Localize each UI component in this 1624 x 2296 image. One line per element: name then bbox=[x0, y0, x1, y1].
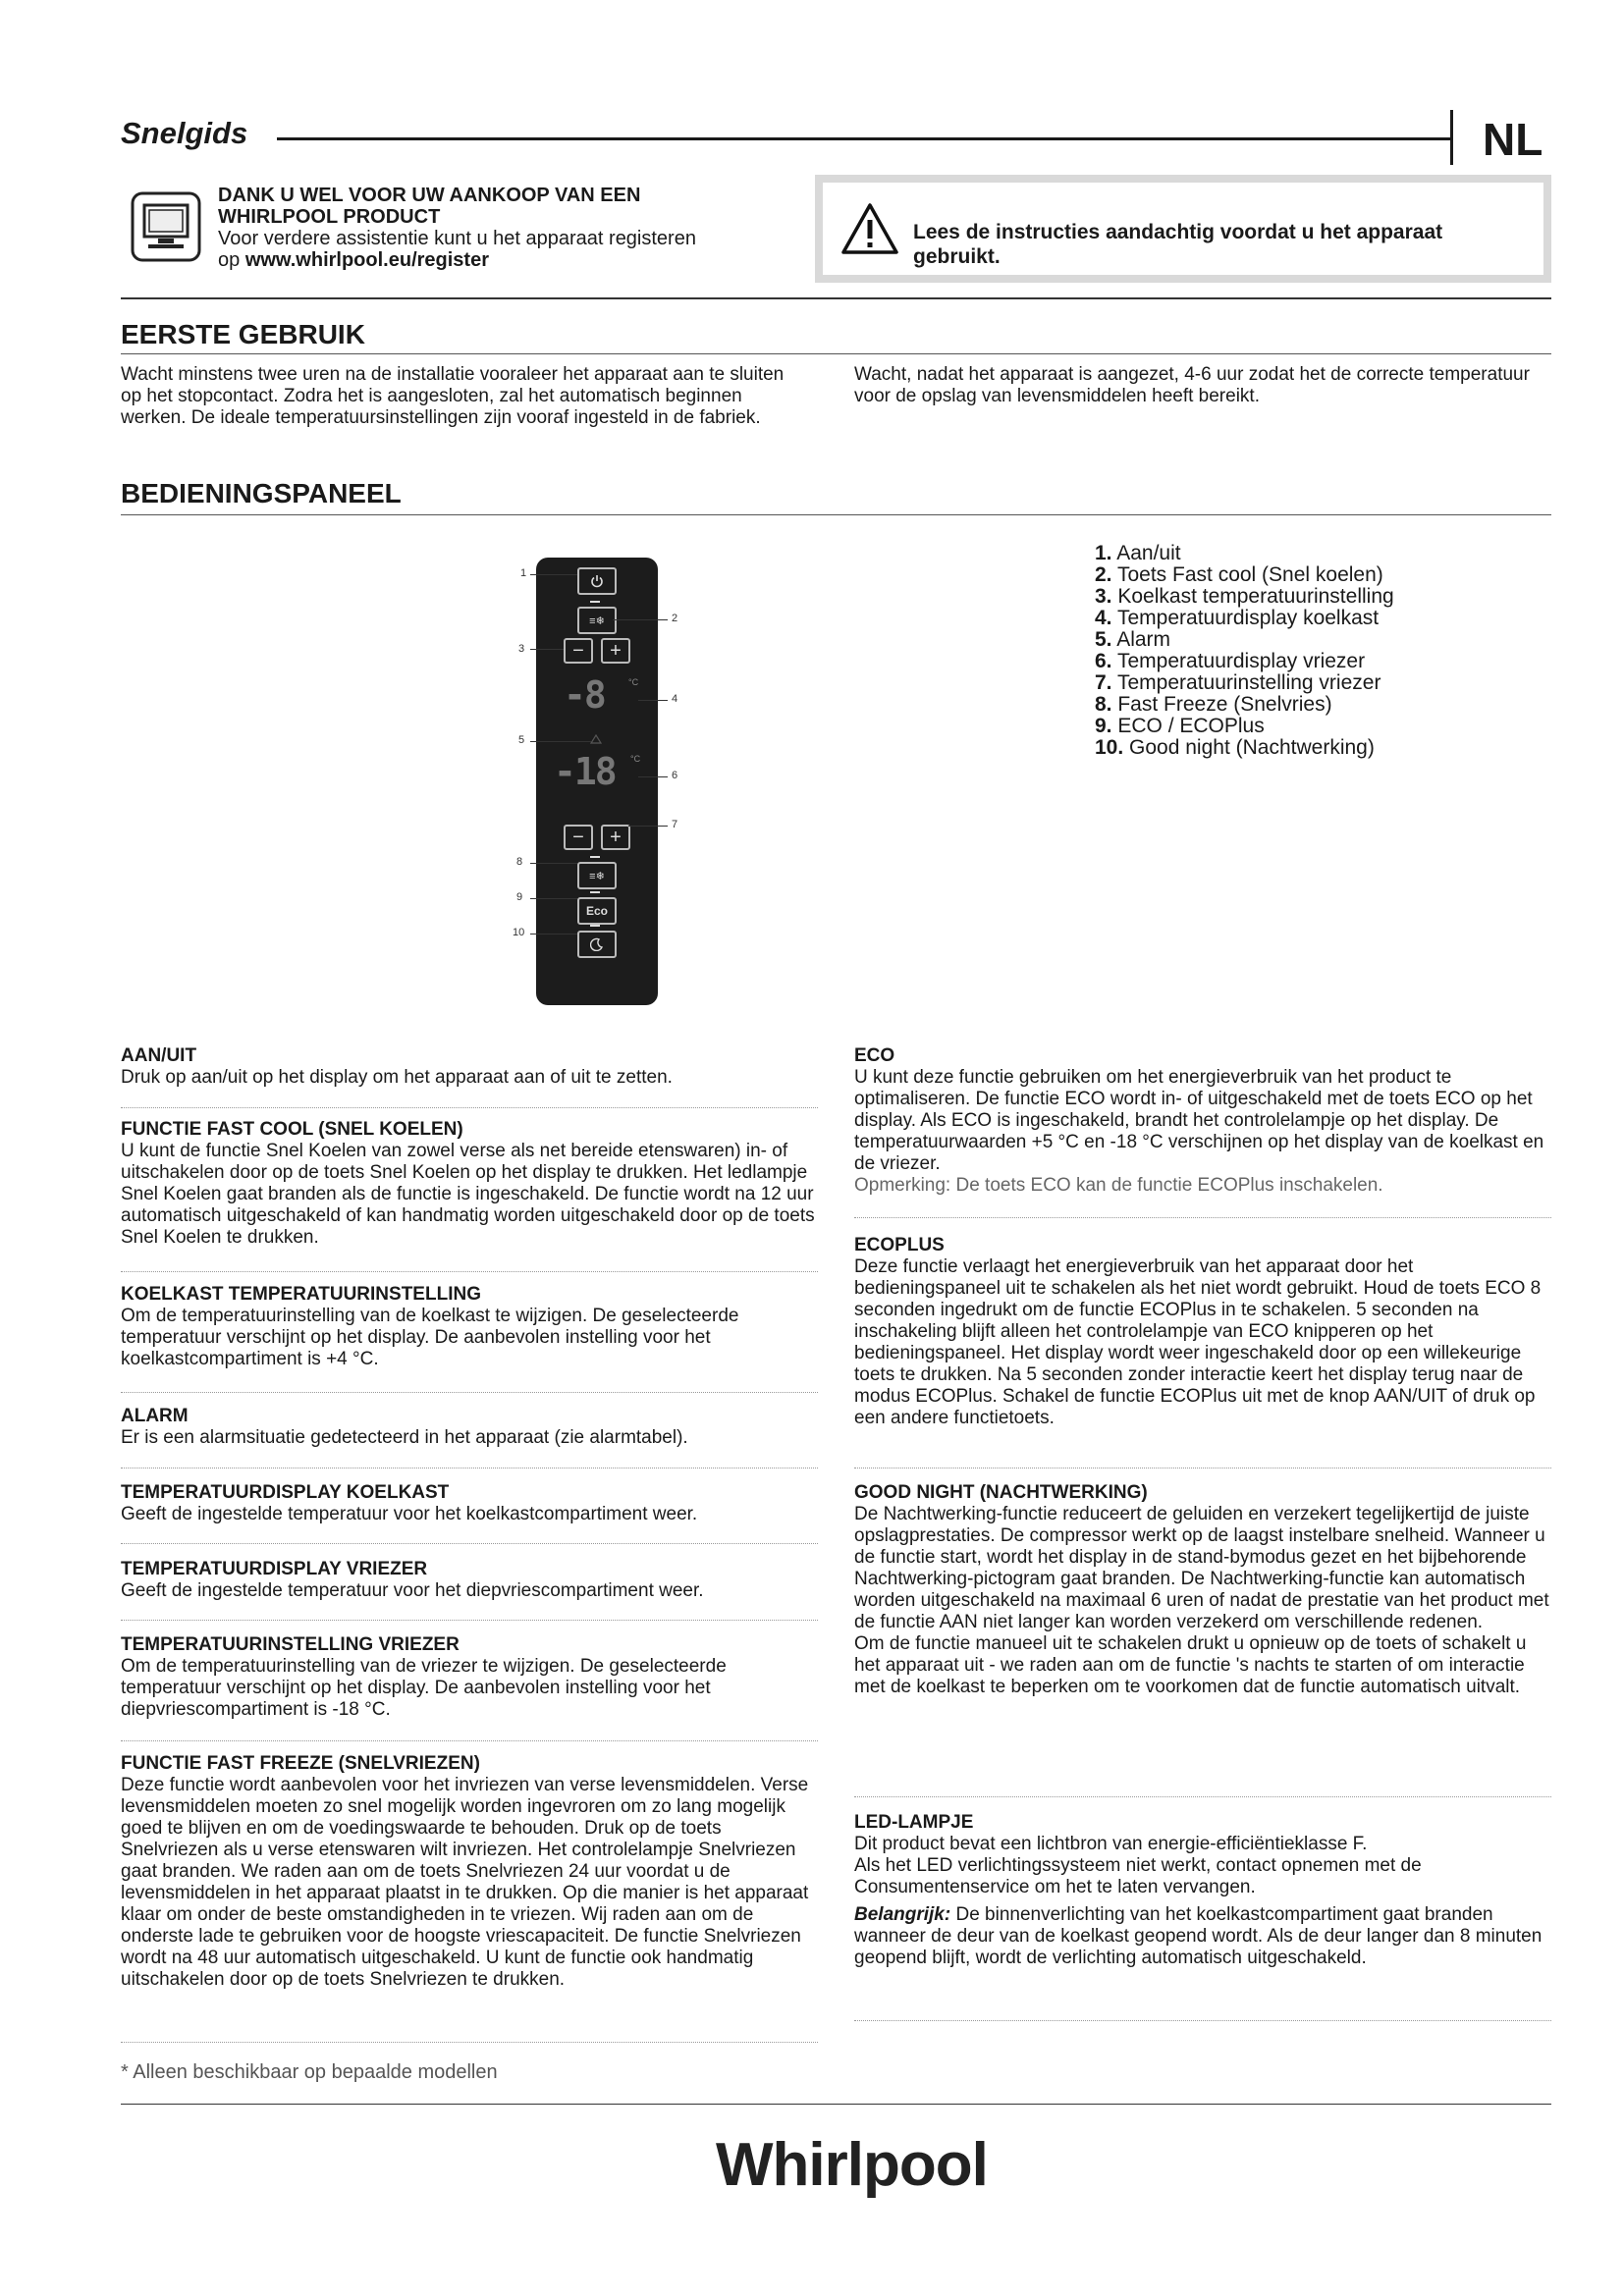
warning-box bbox=[815, 175, 1551, 283]
fast-freeze-icon: ≡❄ bbox=[589, 870, 605, 882]
section-text: U kunt de functie Snel Koelen van zowel verse als net bereide etenswaren) in- of uitschakelen door op de toets Snel Koelen op het display te drukken. Het ledlampje Snel Koelen gaat branden als de functie is ingeschakeld. De functie wordt na 12 uur automatisch uitgeschakeld of kan handmatig worden uitgeschakeld door op de toets Snel Koelen te drukken. bbox=[121, 1141, 815, 1248]
whirlpool-logo: Whirlpool bbox=[716, 2131, 988, 2199]
indicator-light bbox=[590, 925, 600, 927]
thanks-text: Voor verdere assistentie kunt u het apparaat registeren bbox=[218, 228, 696, 249]
section-fast-cool bbox=[121, 1119, 818, 1249]
first-use-title: EERSTE GEBRUIK bbox=[121, 319, 365, 349]
fast-cool-button[interactable] bbox=[577, 607, 617, 634]
registration-note bbox=[218, 185, 768, 271]
legend-item: 2. Toets Fast cool (Snel koelen) bbox=[1095, 563, 1383, 586]
section-good-night bbox=[854, 1482, 1551, 1698]
indicator-light bbox=[590, 601, 600, 603]
section-led-lamp bbox=[854, 1812, 1551, 1969]
section-text: Dit product bevat een lichtbron van energie-efficiëntieklasse F. bbox=[854, 1834, 1368, 1854]
moon-icon bbox=[590, 937, 604, 951]
legend-item: 10. Good night (Nachtwerking) bbox=[1095, 736, 1375, 759]
leader-line bbox=[638, 700, 668, 701]
divider bbox=[121, 514, 1551, 515]
fridge-temp-display: -8 bbox=[564, 673, 605, 717]
callout-2: 2 bbox=[672, 613, 678, 624]
section-title: TEMPERATUURDISPLAY VRIEZER bbox=[121, 1559, 428, 1579]
leader-line bbox=[613, 619, 668, 620]
leader-line bbox=[530, 574, 577, 575]
thanks-heading-1: DANK U WEL VOOR UW AANKOOP VAN EEN bbox=[218, 185, 641, 206]
section-title: KOELKAST TEMPERATUURINSTELLING bbox=[121, 1284, 481, 1305]
dotted-divider bbox=[121, 1543, 818, 1544]
section-title: ECOPLUS bbox=[854, 1235, 945, 1255]
power-icon bbox=[590, 574, 604, 588]
legend-item: 7. Temperatuurinstelling vriezer bbox=[1095, 671, 1381, 694]
fridge-minus-button[interactable]: − bbox=[564, 638, 593, 664]
section-title: GOOD NIGHT (NACHTWERKING) bbox=[854, 1482, 1148, 1503]
freezer-minus-button[interactable]: − bbox=[564, 825, 593, 850]
alarm-icon bbox=[590, 734, 602, 744]
section-text: Er is een alarmsituatie gedetecteerd in het apparaat (zie alarmtabel). bbox=[121, 1427, 688, 1448]
divider bbox=[121, 353, 1551, 354]
freezer-temp-display: -18 bbox=[554, 750, 616, 793]
power-button[interactable] bbox=[577, 567, 617, 595]
leader-line bbox=[530, 649, 564, 650]
footnote: * Alleen beschikbaar op bepaalde modellen bbox=[121, 2061, 498, 2083]
dotted-divider bbox=[121, 2042, 818, 2043]
callout-10: 10 bbox=[513, 927, 525, 938]
divider bbox=[121, 297, 1551, 299]
fast-freeze-button[interactable] bbox=[577, 862, 617, 889]
first-use-left-text: Wacht minstens twee uren na de installatie vooraleer het apparaat aan te sluiten op het stopcontact. Zodra het is aangesloten, zal het automatisch beginnen werken. De ideale temperatuursinstellingen zijn vooraf ingesteld in de fabriek. bbox=[121, 364, 785, 428]
section-note: Opmerking: De toets ECO kan de functie ECOPlus inschakelen. bbox=[854, 1175, 1383, 1196]
section-title: TEMPERATUURDISPLAY KOELKAST bbox=[121, 1482, 450, 1503]
warning-triangle-icon bbox=[840, 202, 899, 255]
thanks-heading-2: WHIRLPOOL PRODUCT bbox=[218, 206, 441, 228]
register-link[interactable]: www.whirlpool.eu/register bbox=[244, 249, 489, 271]
section-text: Deze functie wordt aanbevolen voor het invriezen van verse levensmiddelen. Verse levensmiddelen moeten zo snel mogelijk worden ingevroren om zo lang mogelijk goed te blijven en om de voedingswaarde te behouden. Druk op de toets Snelvriezen als u verse etenswaren wilt invriezen. Het controlelampje Snelvriezen gaat branden. We raden aan om de toets Snelvriezen 24 uur voordat u de levensmiddelen in het apparaat plaatst in te drukken. Op die manier is het apparaat klaar om onder de beste omstandigheden in te vriezen. Wij raden aan om de onderste lade te gebruiken voor de hoogste vriescapaciteit. De functie Snelvriezen wordt na 48 uur automatisch uitgeschakeld. U kunt de functie ook handmatig uitschakelen door op de toets Snelvriezen te drukken. bbox=[121, 1775, 809, 1990]
section-text: Druk op aan/uit op het display om het apparaat aan of uit te zetten. bbox=[121, 1067, 673, 1088]
control-panel-illustration bbox=[536, 558, 658, 1005]
legend-item: 5. Alarm bbox=[1095, 628, 1171, 651]
section-title: ALARM bbox=[121, 1406, 189, 1426]
dotted-divider bbox=[854, 1796, 1551, 1797]
section-title: LED-LAMPJE bbox=[854, 1812, 974, 1833]
legend-item: 9. ECO / ECOPlus bbox=[1095, 715, 1265, 737]
section-title: ECO bbox=[854, 1045, 895, 1066]
section-text: Om de temperatuurinstelling van de vriezer te wijzigen. De geselecteerde temperatuur verschijnt op het display. De aanbevolen instelling voor het diepvriescompartiment is -18 °C. bbox=[121, 1656, 727, 1720]
legend-item: 3. Koelkast temperatuurinstelling bbox=[1095, 585, 1394, 608]
dotted-divider bbox=[121, 1740, 818, 1741]
footer-rule bbox=[121, 2104, 1551, 2105]
computer-register-icon bbox=[131, 191, 201, 262]
section-title: AAN/UIT bbox=[121, 1045, 197, 1066]
header-divider bbox=[1450, 110, 1453, 165]
section-aan-uit bbox=[121, 1045, 818, 1089]
section-fast-freeze bbox=[121, 1753, 818, 1991]
section-fridge-temp-display bbox=[121, 1482, 818, 1525]
section-freezer-temp-setting bbox=[121, 1634, 818, 1721]
eco-button[interactable]: Eco bbox=[577, 897, 617, 925]
section-eco bbox=[854, 1045, 1551, 1197]
important-text: De binnenverlichting van het koelkastcompartiment gaat branden wanneer de deur van de koelkast geopend wordt. Als de deur langer dan 8 minuten geopend blijft, wordt de verlichting automatisch uitgeschakeld. bbox=[854, 1904, 1543, 1968]
section-title: FUNCTIE FAST FREEZE (SNELVRIEZEN) bbox=[121, 1753, 480, 1774]
callout-3: 3 bbox=[518, 643, 525, 655]
warning-text: Lees de instructies aandachtig voordat u het apparaat gebruikt. bbox=[913, 221, 1443, 268]
first-use-right-text: Wacht, nadat het apparaat is aangezet, 4-6 uur zodat het de correcte temperatuur voor de opslag van levensmiddelen heeft bereikt. bbox=[854, 364, 1530, 406]
thanks-text-prefix: op bbox=[218, 249, 245, 271]
freezer-unit: °C bbox=[630, 754, 641, 764]
important-label: Belangrijk: bbox=[854, 1904, 951, 1925]
fast-cool-icon: ≡❄ bbox=[589, 614, 605, 627]
section-title: TEMPERATUURINSTELLING VRIEZER bbox=[121, 1634, 460, 1655]
leader-line bbox=[638, 776, 668, 777]
leader-line bbox=[628, 826, 668, 827]
section-freezer-temp-display bbox=[121, 1559, 818, 1602]
fridge-unit: °C bbox=[628, 677, 639, 687]
legend-item: 1. Aan/uit bbox=[1095, 542, 1181, 564]
dotted-divider bbox=[121, 1620, 818, 1621]
fridge-plus-button[interactable]: + bbox=[601, 638, 630, 664]
section-text: Als het LED verlichtingssysteem niet werkt, contact opnemen met de Consumentenservice om het te laten vervangen. bbox=[854, 1855, 1422, 1897]
dotted-divider bbox=[121, 1271, 818, 1272]
section-text: Geeft de ingestelde temperatuur voor het koelkastcompartiment weer. bbox=[121, 1504, 698, 1524]
callout-5: 5 bbox=[518, 734, 525, 746]
freezer-plus-button[interactable]: + bbox=[601, 825, 630, 850]
header-rule bbox=[277, 137, 1450, 140]
language-code: NL bbox=[1483, 114, 1543, 165]
good-night-button[interactable] bbox=[577, 931, 617, 958]
section-fridge-temp-setting bbox=[121, 1284, 818, 1370]
indicator-light bbox=[590, 891, 600, 893]
leader-line bbox=[530, 741, 591, 742]
section-text: U kunt deze functie gebruiken om het energieverbruik van het product te optimaliseren. De functie ECO wordt in- of uitgeschakeld met de toets ECO op het display. Als ECO is ingeschakeld, brandt het controlelampje op het display. De temperatuurwaarden +5 °C en -18 °C verschijnen op het display van de koelkast en de vriezer. bbox=[854, 1067, 1544, 1174]
section-alarm bbox=[121, 1406, 818, 1449]
legend-item: 8. Fast Freeze (Snelvries) bbox=[1095, 693, 1332, 716]
callout-8: 8 bbox=[516, 856, 523, 868]
control-panel-title: BEDIENINGSPANEEL bbox=[121, 478, 402, 508]
section-text: Deze functie verlaagt het energieverbruik van het apparaat door het bedieningspaneel uit te schakelen als het niet wordt gebruikt. Houd de toets ECO 8 seconden ingedrukt om de functie ECOPlus in te schakelen. 5 seconden na inschakeling blijft alleen het controlelampje van ECO knipperen op het bedieningspaneel. Het display wordt weer ingeschakeld door op een willekeurige toets te drukken. Na 5 seconden zonder interactie keert het display terug naar de modus ECOPlus. Schakel de functie ECOPlus uit met de knop AAN/UIT of druk op een andere functietoets. bbox=[854, 1256, 1542, 1428]
callout-1: 1 bbox=[520, 567, 527, 579]
callout-7: 7 bbox=[672, 819, 678, 830]
callout-6: 6 bbox=[672, 770, 678, 781]
indicator-light bbox=[590, 856, 600, 858]
section-title: FUNCTIE FAST COOL (SNEL KOELEN) bbox=[121, 1119, 463, 1140]
callout-4: 4 bbox=[672, 693, 678, 705]
legend-item: 6. Temperatuurdisplay vriezer bbox=[1095, 650, 1366, 672]
leader-line bbox=[530, 898, 577, 899]
section-text: Om de temperatuurinstelling van de koelkast te wijzigen. De geselecteerde temperatuur verschijnt op het display. De aanbevolen instelling voor het koelkastcompartiment is +4 °C. bbox=[121, 1306, 739, 1369]
legend-item: 4. Temperatuurdisplay koelkast bbox=[1095, 607, 1380, 629]
dotted-divider bbox=[121, 1107, 818, 1108]
section-text: Geeft de ingestelde temperatuur voor het diepvriescompartiment weer. bbox=[121, 1580, 704, 1601]
dotted-divider bbox=[854, 2020, 1551, 2021]
section-ecoplus bbox=[854, 1235, 1551, 1429]
control-panel-legend bbox=[1095, 543, 1394, 759]
leader-line bbox=[530, 863, 577, 864]
document-title: Snelgids bbox=[121, 116, 248, 150]
section-text: Om de functie manueel uit te schakelen drukt u opnieuw op de toets of schakelt u het apparaat uit - we raden aan om de functie 's nachts te starten of om interactie met de koelkast te beperken om te voorkomen dat de functie automatisch uitvalt. bbox=[854, 1633, 1527, 1697]
callout-9: 9 bbox=[516, 891, 523, 903]
dotted-divider bbox=[121, 1392, 818, 1393]
section-text: De Nachtwerking-functie reduceert de geluiden en verzekert tegelijkertijd de juiste opslagprestaties. De compressor werkt op de laagst instelbare snelheid. Wanneer u de functie start, wordt het display in de stand-bymodus gezet en het bijbehorende Nachtwerking-pictogram gaat branden. De Nachtwerking-functie kan automatisch worden uitgeschakeld na maximaal 6 uren of nadat de prestatie van het product met de functie AAN niet langer kan worden verzekerd om verschillende redenen. bbox=[854, 1504, 1549, 1632]
dotted-divider bbox=[854, 1217, 1551, 1218]
